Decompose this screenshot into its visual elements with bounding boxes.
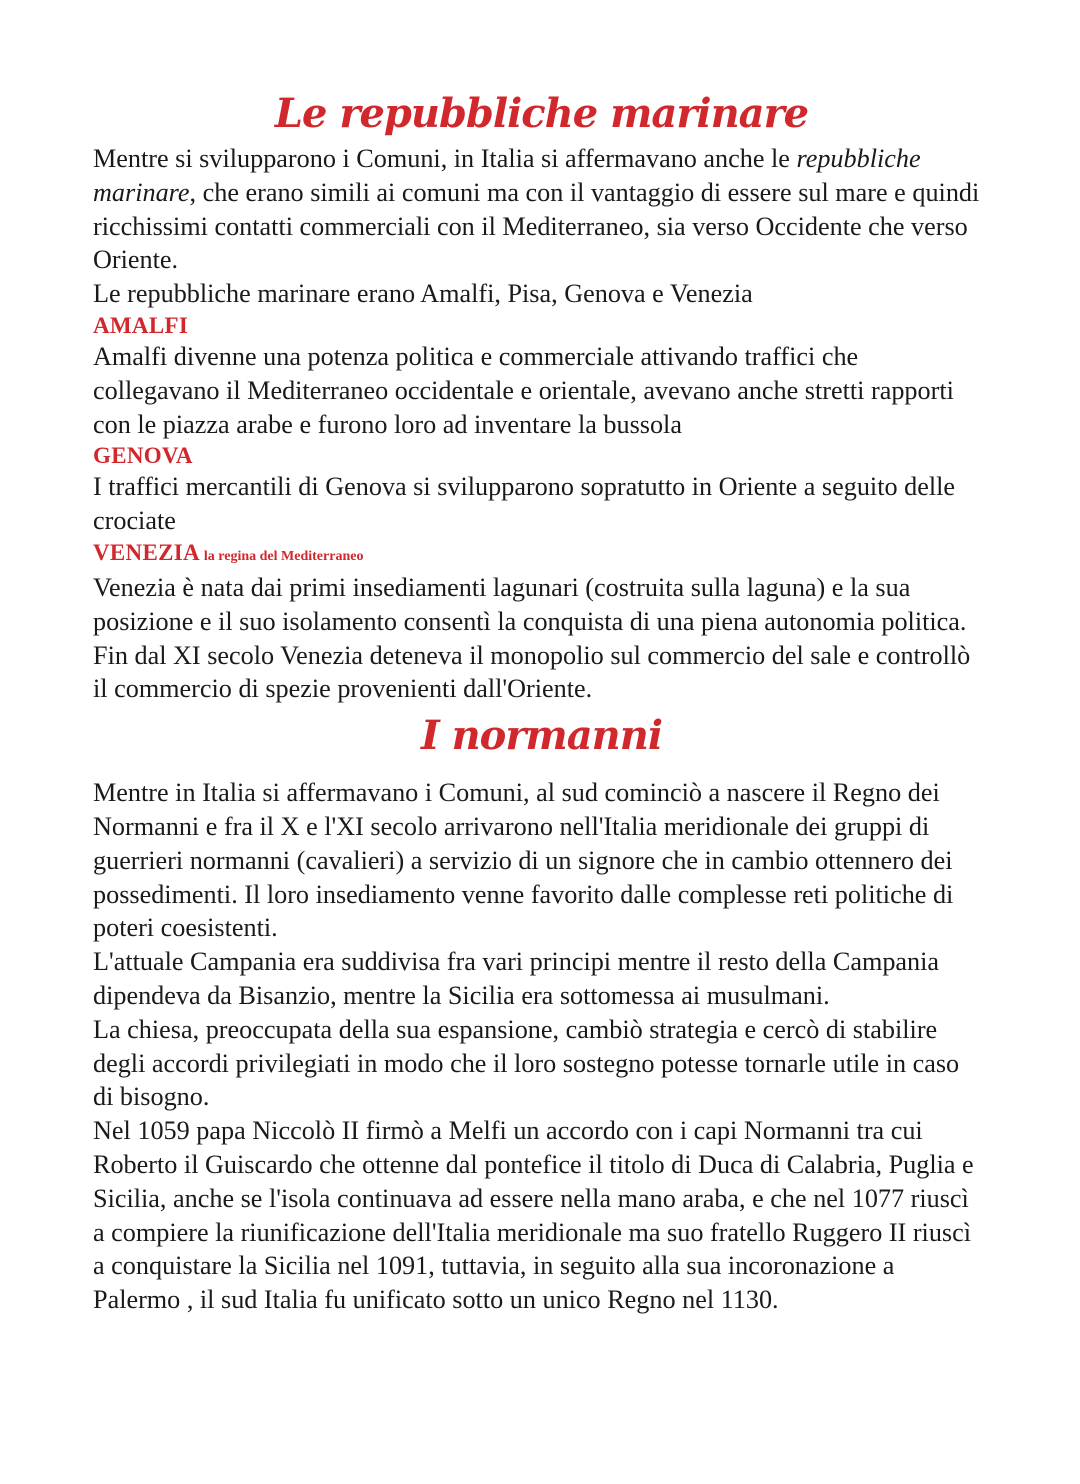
section-title-repubbliche: Le repubbliche marinare <box>274 90 809 137</box>
venezia-heading-block <box>93 538 980 571</box>
intro-text-2: , che erano simili ai comuni ma con il vantaggio di essere sul mare e quindi ricchissimi contatti commerciali con il Mediterraneo, sia verso Occidente che verso Oriente. <box>93 177 980 275</box>
amalfi-paragraph: Amalfi divenne una potenza politica e commerciale attivando traffici che collegavano il Mediterraneo occidentale e orientale, avevano anche stretti rapporti con le piazza arabe e furono loro ad inventare la bussola <box>93 341 954 439</box>
intro-text-1: Mentre si svilupparono i Comuni, in Italia si affermavano anche le <box>93 144 790 173</box>
section-title-normanni: I normanni <box>420 712 663 760</box>
amalfi-heading: AMALFI <box>93 312 189 338</box>
republics-list-text: Le repubbliche marinare erano Amalfi, Pisa, Genova e Venezia <box>93 279 753 309</box>
venezia-paragraph: Venezia è nata dai primi insediamenti lagunari (costruita sulla laguna) e la sua posizione e il suo isolamento consentì la conquista di una piena autonomia politica. Fin dal XI secolo Venezia deteneva il monopolio sul commercio del sale e controllò il commercio di spezie provenienti dall'Oriente. <box>93 572 971 704</box>
venezia-subheading: la regina del Mediterraneo <box>203 548 364 564</box>
genova-paragraph: I traffici mercantili di Genova si svilupparono sopratutto in Oriente a seguito delle crociate <box>93 472 956 536</box>
normanni-paragraph: Nel 1059 papa Niccolò II firmò a Melfi un accordo con i capi Normanni tra cui Roberto il Guiscardo che ottenne dal pontefice il titolo di Duca di Calabria, Puglia e Sicilia, anche se l'isola continuava ad essere nella mano araba, e che nel 1077 riuscì a compiere la riunificazione dell'Italia meridionale ma suo fratello Ruggero II riuscì a conquistare la Sicilia nel 1091, tuttavia, in seguito alla sua incoronazione a Palermo , il sud Italia fu unificato sotto un unico Regno nel 1130. <box>93 1116 974 1315</box>
normanni-paragraph: La chiesa, preoccupata della sua espansione, cambiò strategia e cercò di stabilire degli accordi privilegiati in modo che il loro sostegno potesse tornarle utile in caso di bisogno. <box>93 1014 960 1112</box>
intro-emphasis: repubbliche marinare <box>93 144 921 207</box>
genova-heading: GENOVA <box>93 443 193 469</box>
venezia-heading: VENEZIA <box>93 539 200 565</box>
normanni-paragraph: L'attuale Campania era suddivisa fra vari principi mentre il resto della Campania dipendeva da Bisanzio, mentre la Sicilia era sottomessa ai musulmani. <box>93 947 940 1010</box>
intro-paragraph <box>93 142 980 277</box>
normanni-paragraph: Mentre in Italia si affermavano i Comuni, al sud cominciò a nascere il Regno dei Normanni e fra il X e l'XI secolo arrivarono nell'Italia meridionale dei gruppi di guerrieri normanni (cavalieri) a servizio di un signore che in cambio ottennero dei possedimenti. Il loro insediamento venne favorito dalle complesse reti politiche di poteri coesistenti. <box>93 778 954 943</box>
